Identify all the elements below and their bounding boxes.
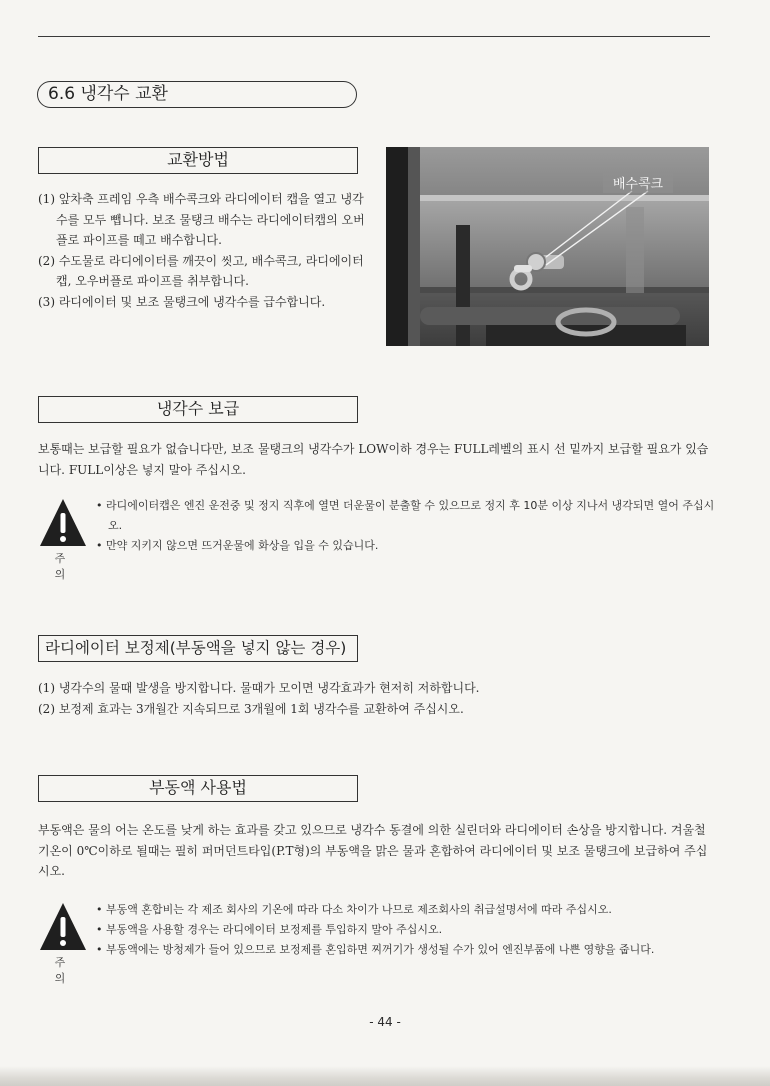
caution-list bbox=[96, 496, 716, 556]
caution-label: 주 의 bbox=[54, 956, 76, 985]
top-rule bbox=[38, 36, 710, 37]
corrosion-inhibitor-list bbox=[38, 678, 698, 719]
caution-list bbox=[96, 900, 716, 960]
caution-item: • 부동액 혼합비는 각 제조 회사의 기온에 따라 다소 차이가 나므로 제조회사의 취급설명서에 따라 주십시오. bbox=[96, 900, 716, 920]
replacement-step: (1) 앞차축 프레임 우측 배수콕크와 라디에이터 캡을 열고 냉각수를 모두 뺍니다. 보조 물탱크 배수는 라디에이터캡의 오버플로 파이프를 떼고 배수합니다. bbox=[38, 192, 365, 247]
caution-item: • 부동액을 사용할 경우는 라디에이터 보정제를 투입하지 말아 주십시오. bbox=[96, 920, 716, 940]
antifreeze-heading: 부동액 사용법 bbox=[38, 775, 358, 802]
caution-label: 주 의 bbox=[54, 552, 76, 581]
replacement-steps bbox=[38, 189, 368, 312]
scan-bottom-edge bbox=[0, 1066, 770, 1086]
antifreeze-paragraph: 부동액은 물의 어는 온도를 낮게 하는 효과를 갖고 있으므로 냉각수 동결에 의한 실린더와 라디에이터 손상을 방지합니다. 겨울철 기온이 0℃이하로 될때는 필히 퍼머던트타입(P.T형)의 부동액을 맑은 물과 혼합하여 라디에이터 및 보조 물탱크에 보급하여 주십시오. bbox=[38, 823, 708, 878]
replacement-step: (2) 수도물로 라디에이터를 깨끗이 씻고, 배수콕크, 라디에이터 캡, 오우버플로 파이프를 취부합니다. bbox=[38, 253, 364, 288]
caution-item: • 라디에이터캡은 엔진 운전중 및 정지 직후에 열면 더운물이 분출할 수 있으므로 정지 후 10분 이상 지나서 냉각되면 열어 주십시오. bbox=[96, 496, 716, 536]
photo-callout-label: 배수콕크 bbox=[612, 177, 664, 192]
corrosion-item: (2) 보정제 효과는 3개월간 지속되므로 3개월에 1회 냉각수를 교환하여 주십시오. bbox=[38, 701, 464, 716]
corrosion-item: (1) 냉각수의 물때 발생을 방지합니다. 물때가 모이면 냉각효과가 현저히 저하합니다. bbox=[38, 681, 480, 695]
caution-item: • 부동액에는 방청제가 들어 있으므로 보정제를 혼입하면 찌꺼기가 생성될 수가 있어 엔진부품에 나쁜 영향을 줍니다. bbox=[96, 940, 716, 960]
refill-heading: 냉각수 보급 bbox=[38, 396, 358, 423]
drain-cock-photo bbox=[386, 147, 709, 346]
replacement-heading: 교환방법 bbox=[38, 147, 358, 174]
caution-item: • 만약 지키지 않으면 뜨거운물에 화상을 입을 수 있습니다. bbox=[96, 536, 716, 556]
refill-paragraph: 보통때는 보급할 필요가 없습니다만, 보조 물탱크의 냉각수가 LOW이하 경우는 FULL레벨의 표시 선 밑까지 보급할 필요가 있습니다. FULL이상은 넣지 말아 주십시오. bbox=[38, 442, 709, 477]
page-number: - 44 - bbox=[369, 1015, 401, 1029]
corrosion-inhibitor-heading: 라디에이터 보정제(부동액을 넣지 않는 경우) bbox=[38, 635, 358, 662]
replacement-step: (3) 라디에이터 및 보조 물탱크에 냉각수를 급수합니다. bbox=[38, 294, 326, 309]
section-title: 6.6 냉각수 교환 bbox=[37, 81, 357, 108]
